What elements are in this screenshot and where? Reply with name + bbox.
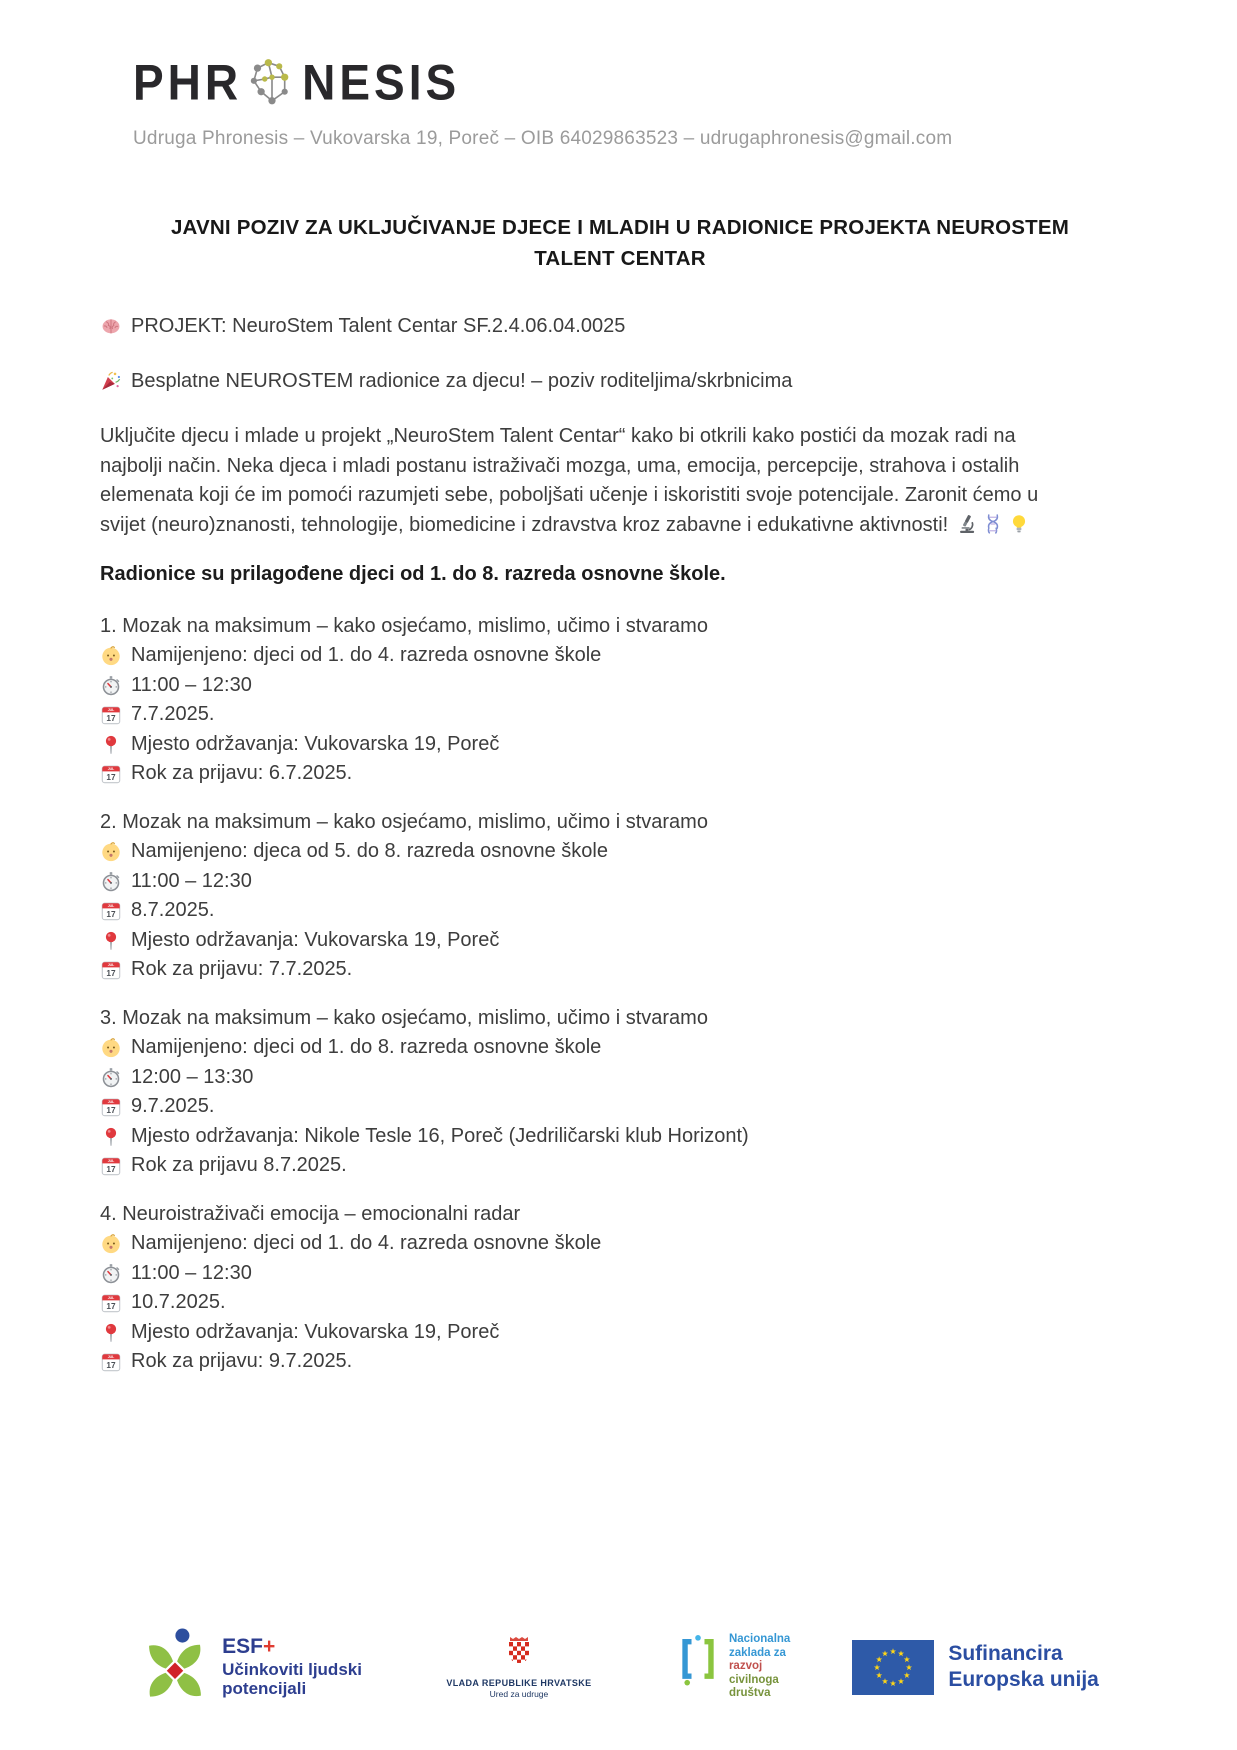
organization-info-line: Udruga Phronesis – Vukovarska 19, Poreč – OIB 64029863523 – udrugaphronesis@gmail.com (133, 128, 953, 149)
workshop-audience-line (100, 837, 1140, 867)
workshop-location-text: Mjesto održavanja: Vukovarska 19, Poreč (131, 732, 500, 755)
microscope-icon (956, 513, 978, 535)
eu-text-line2: Europska unija (948, 1668, 1099, 1691)
workshop-deadline-text: Rok za prijavu 8.7.2025. (131, 1154, 347, 1177)
workshop-date-text: 8.7.2025. (131, 899, 215, 922)
esf-logo-text (222, 1635, 362, 1698)
workshop-title: 2. Mozak na maksimum – kako osjećamo, mislimo, učimo i stvaramo (100, 810, 708, 833)
adapted-grades-line: Radionice su prilagođene djeci od 1. do 8. razreda osnovne škole. (100, 562, 726, 585)
stopwatch-icon (100, 871, 122, 893)
vlada-sub-text: Ured za udruge (489, 1689, 549, 1699)
workshop-deadline-text: Rok za prijavu: 9.7.2025. (131, 1350, 353, 1373)
nzrcd-line5: društva (728, 1687, 771, 1700)
workshop-audience-line (100, 1033, 1140, 1063)
workshop-deadline-line (100, 1347, 1140, 1377)
calendar-icon (100, 1096, 122, 1118)
workshop-location-line (100, 926, 1140, 956)
workshop-deadline-line (100, 759, 1140, 789)
croatian-government-logo (424, 1635, 614, 1699)
round-pushpin-icon (100, 930, 122, 952)
project-line (100, 311, 1140, 341)
workshop-audience-text: Namijenjeno: djeci od 1. do 4. razreda osnovne škole (131, 644, 602, 667)
calendar-icon (100, 959, 122, 981)
round-pushpin-icon (100, 1322, 122, 1344)
eu-flag-icon (852, 1640, 934, 1695)
workshop-time-line (100, 671, 1140, 701)
baby-icon (100, 841, 122, 863)
esf-sub-line1: Učinkoviti ljudski (222, 1659, 362, 1679)
workshop-audience-text: Namijenjeno: djeci od 1. do 8. razreda osnovne škole (131, 1036, 602, 1059)
workshop-item-3 (100, 1004, 1140, 1181)
workshop-time-text: 11:00 – 12:30 (131, 1261, 252, 1284)
dna-icon (982, 513, 1004, 535)
nzrcd-line3: razvoj (728, 1660, 763, 1673)
calendar-icon (100, 1351, 122, 1373)
vlada-title-text: VLADA REPUBLIKE HRVATSKE (446, 1678, 592, 1688)
funding-logos-footer (0, 1628, 1237, 1706)
calendar-icon (100, 1155, 122, 1177)
baby-icon (100, 1233, 122, 1255)
workshop-time-text: 12:00 – 13:30 (131, 1065, 254, 1088)
workshop-date-text: 7.7.2025. (131, 703, 215, 726)
workshop-time-text: 11:00 – 12:30 (131, 869, 252, 892)
workshop-location-line (100, 1122, 1140, 1152)
party-popper-icon (100, 370, 122, 392)
workshop-time-line (100, 1259, 1140, 1289)
workshop-date-line (100, 896, 1140, 926)
esf-brand-text (222, 1635, 362, 1659)
logo-text-left: PHR (133, 53, 243, 111)
workshop-time-line (100, 867, 1140, 897)
stopwatch-icon (100, 1263, 122, 1285)
workshop-location-text: Mjesto održavanja: Vukovarska 19, Poreč (131, 928, 500, 951)
workshop-deadline-line (100, 955, 1140, 985)
workshop-audience-line (100, 1229, 1140, 1259)
nzrcd-line2: zaklada za (728, 1646, 786, 1659)
calendar-icon (100, 763, 122, 785)
intro-paragraph (100, 422, 1048, 541)
round-pushpin-icon (100, 1126, 122, 1148)
esf-brand-plus: + (262, 1635, 276, 1659)
workshop-date-text: 10.7.2025. (131, 1291, 226, 1314)
light-bulb-icon (1008, 513, 1030, 535)
calendar-icon (100, 900, 122, 922)
baby-icon (100, 1037, 122, 1059)
brackets-icon (676, 1633, 720, 1687)
workshop-location-line (100, 730, 1140, 760)
workshop-date-line (100, 700, 1140, 730)
calendar-icon (100, 1292, 122, 1314)
workshop-deadline-line (100, 1151, 1140, 1181)
workshop-audience-text: Namijenjeno: djeca od 5. do 8. razreda osnovne škole (131, 840, 608, 863)
workshop-time-text: 11:00 – 12:30 (131, 673, 252, 696)
free-workshops-text: Besplatne NEUROSTEM radionice za djecu! – poziv roditeljima/skrbnicima (131, 370, 793, 392)
national-foundation-text (729, 1633, 790, 1701)
stopwatch-icon (100, 675, 122, 697)
document-body (100, 200, 1140, 1396)
workshop-date-line (100, 1288, 1140, 1318)
eu-text-line1: Sufinancira (948, 1642, 1063, 1665)
workshop-date-text: 9.7.2025. (131, 1095, 215, 1118)
workshop-time-line (100, 1063, 1140, 1093)
workshop-item-2 (100, 808, 1140, 985)
intro-paragraph-text: Uključite djecu i mlade u projekt „NeuroStem Talent Centar“ kako bi otkrili kako postići da mozak radi na najbolji način. Neka djeca i mladi postanu istraživači mozga, uma, emocija, percepcije, strahova i ostalih elemenata koji će im pomoći razumjeti sebe, poboljšati učenje i iskoristiti svoje potencijale. Zaronit ćemo u svijet (neuro)znanosti, tehnologije, biomedicine i zdravstva kroz zabavne i edukativne aktivnosti! (100, 425, 1039, 537)
eu-cofunding-text (948, 1641, 1099, 1693)
workshop-date-line (100, 1092, 1140, 1122)
workshop-list (100, 612, 1140, 1377)
workshop-audience-line (100, 641, 1140, 671)
esf-pinwheel-icon (138, 1628, 212, 1706)
document-header (133, 50, 952, 150)
page-title (100, 212, 1140, 274)
phronesis-logo (133, 50, 952, 114)
project-line-text: PROJEKT: NeuroStem Talent Centar SF.2.4.06.04.0025 (131, 315, 626, 337)
nzrcd-line4: civilnoga (728, 1673, 779, 1686)
workshop-deadline-text: Rok za prijavu: 7.7.2025. (131, 958, 353, 981)
esf-brand-name: ESF (222, 1635, 263, 1659)
page-title-line2: TALENT CENTAR (534, 247, 706, 270)
logo-text-right: NESIS (302, 53, 461, 111)
nzrcd-line1: Nacionalna (728, 1633, 791, 1646)
esf-sub-line2: potencijali (222, 1679, 307, 1699)
esf-plus-logo (138, 1628, 362, 1706)
baby-icon (100, 645, 122, 667)
calendar-icon (100, 704, 122, 726)
workshop-item-4 (100, 1200, 1140, 1377)
stopwatch-icon (100, 1067, 122, 1089)
workshop-location-text: Mjesto održavanja: Nikole Tesle 16, Poreč (Jedriličarski klub Horizont) (131, 1124, 749, 1147)
workshop-title: 3. Mozak na maksimum – kako osjećamo, mislimo, učimo i stvaramo (100, 1006, 708, 1029)
croatian-coat-of-arms-icon (502, 1635, 536, 1669)
neural-network-icon (244, 50, 300, 108)
workshop-audience-text: Namijenjeno: djeci od 1. do 4. razreda osnovne škole (131, 1232, 602, 1255)
workshop-item-1 (100, 612, 1140, 789)
page-title-line1: JAVNI POZIV ZA UKLJUČIVANJE DJECE I MLADIH U RADIONICE PROJEKTA NEUROSTEM (170, 216, 1070, 239)
round-pushpin-icon (100, 734, 122, 756)
free-workshops-line (100, 366, 1140, 396)
workshop-location-text: Mjesto održavanja: Vukovarska 19, Poreč (131, 1320, 500, 1343)
eu-cofunding-logo (852, 1640, 1099, 1695)
national-foundation-logo (676, 1633, 790, 1701)
workshop-deadline-text: Rok za prijavu: 6.7.2025. (131, 762, 353, 785)
workshop-title: 4. Neuroistraživači emocija – emocionalni radar (100, 1202, 521, 1225)
workshop-title: 1. Mozak na maksimum – kako osjećamo, mislimo, učimo i stvaramo (100, 614, 708, 637)
workshop-location-line (100, 1318, 1140, 1348)
brain-icon (100, 315, 122, 337)
